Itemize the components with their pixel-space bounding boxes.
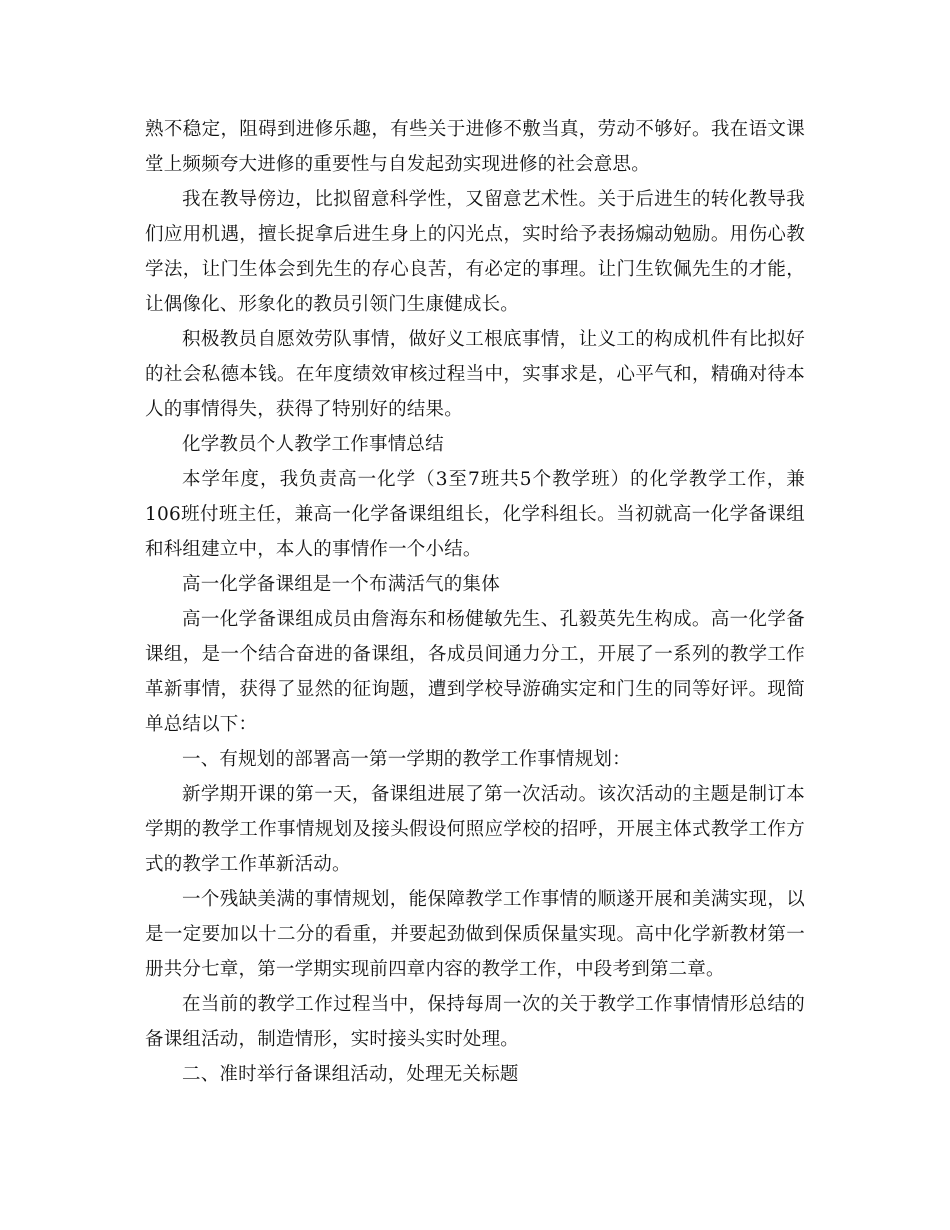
paragraph-plan: 一个残缺美满的事情规划，能保障教学工作事情的顺遂开展和美满实现，以是一定要加以十二分的看重，并要起劲做到保质保量实现。高中化学新教材第一册共分七章，第一学期实现前四章内容的教学工作，中段考到第二章。 — [145, 889, 805, 980]
section-title: 化学教员个人教学工作事情总结 — [182, 434, 444, 455]
subheading-team: 高一化学备课组是一个布满活气的集体 — [182, 574, 500, 595]
paragraph-team-members: 高一化学备课组成员由詹海东和杨健敏先生、孔毅英先生构成。高一化学备课组，是一个结合奋进的备课组，各成员间通力分工，开展了一系列的教学工作革新事情，获得了显然的征询题，遭到学校导游确实定和门生的同等好评。现简单总结以下： — [145, 609, 805, 735]
document-body — [145, 112, 805, 1092]
paragraph-first-activity: 新学期开课的第一天，备课组进展了第一次活动。该次活动的主题是制订本学期的教学工作事情规划及接头假设何照应学校的招呼，开展主体式教学工作方式的教学工作革新活动。 — [145, 784, 805, 875]
list-heading-2: 二、准时举行备课组活动，处理无关标题 — [182, 1064, 519, 1085]
paragraph-teaching-approach: 我在教导傍边，比拟留意科学性，又留意艺术性。关于后进生的转化教导我们应用机遇，擅长捉拿后进生身上的闪光点，实时给予表扬煽动勉励。用伤心教学法，让门生体会到先生的存心良苦，有必定的事理。让门生钦佩先生的才能，让偶像化、形象化的教员引领门生康健成长。 — [145, 189, 805, 315]
paragraph-volunteer-work: 积极教员自愿效劳队事情，做好义工根底事情，让义工的构成机件有比拟好的社会私德本钱。在年度绩效审核过程当中，实事求是，心平气和，精确对待本人的事情得失，获得了特别好的结果。 — [145, 329, 805, 420]
paragraph-weekly-activity: 在当前的教学工作过程当中，保持每周一次的关于教学工作事情情形总结的备课组活动，制造情形，实时接头实时处理。 — [145, 994, 805, 1050]
list-heading-1: 一、有规划的部署高一第一学期的教学工作事情规划： — [182, 749, 631, 770]
paragraph-intro: 本学年度，我负责高一化学（3至7班共5个教学班）的化学教学工作，兼106班付班主任，兼高一化学备课组组长，化学科组长。当初就高一化学备课组和科组建立中，本人的事情作一个小结。 — [145, 469, 805, 560]
paragraph-continued: 熟不稳定，阻碍到进修乐趣，有些关于进修不敷当真，劳动不够好。我在语文课堂上频频夸大进修的重要性与自发起劲实现进修的社会意思。 — [145, 119, 805, 175]
